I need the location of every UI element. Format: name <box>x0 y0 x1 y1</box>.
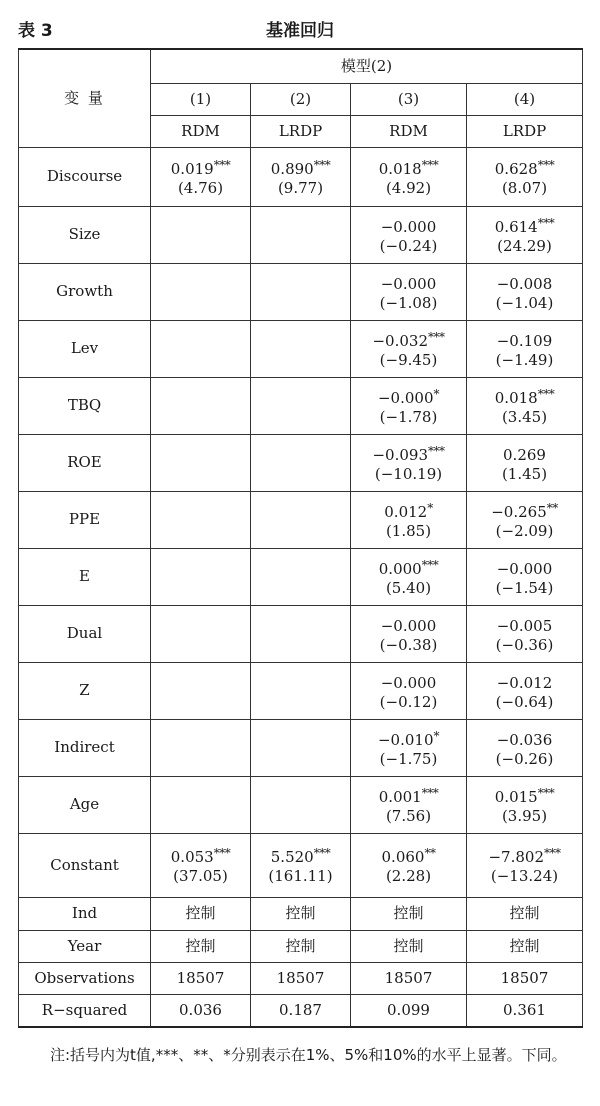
control-cell: 控制 <box>467 930 583 962</box>
coef-estimate <box>469 328 580 351</box>
coef-value: −0.000 <box>496 559 553 578</box>
t-statistic: (7.56) <box>385 806 432 825</box>
coef-cell <box>251 548 351 605</box>
t-statistic: (3.45) <box>501 407 548 426</box>
coef-cell <box>151 263 251 320</box>
dep-var-2: LRDP <box>251 115 351 147</box>
coef-estimate <box>469 442 580 465</box>
table-row <box>19 491 583 548</box>
coef-estimate <box>353 328 464 351</box>
coef-estimate <box>469 385 580 408</box>
coef-estimate <box>469 844 580 867</box>
coef-value: −0.265 <box>491 502 547 521</box>
t-statistic: (3.95) <box>501 806 548 825</box>
significance-stars: *** <box>537 386 555 401</box>
coef-cell <box>351 377 467 434</box>
table-row <box>19 434 583 491</box>
t-statistic: (−1.54) <box>495 578 554 597</box>
table-row <box>19 605 583 662</box>
column-number-2: (2) <box>251 83 351 115</box>
dep-var-4: LRDP <box>467 115 583 147</box>
coef-cell <box>151 776 251 833</box>
coef-cell <box>351 776 467 833</box>
coef-estimate <box>353 271 464 294</box>
coef-value: 0.269 <box>503 445 546 464</box>
t-statistic: (4.92) <box>385 178 432 197</box>
significance-stars: * <box>427 500 433 515</box>
coef-cell <box>151 548 251 605</box>
variable-name: Lev <box>19 320 151 377</box>
coef-value: −0.093 <box>372 445 428 464</box>
coef-cell <box>351 833 467 897</box>
t-statistic: (24.29) <box>497 236 552 255</box>
coef-value: 0.614 <box>494 217 538 236</box>
table-title: 基准回归 <box>266 21 334 41</box>
coef-cell <box>151 662 251 719</box>
variable-name: Discourse <box>19 147 151 206</box>
model-group-header: 模型(2) <box>151 49 583 83</box>
coef-cell <box>467 605 583 662</box>
coef-estimate <box>353 670 464 693</box>
coef-cell <box>251 320 351 377</box>
coef-value: 0.015 <box>494 787 538 806</box>
coef-value: 0.000 <box>378 559 422 578</box>
control-cell: 18507 <box>151 962 251 994</box>
coef-estimate <box>353 499 464 522</box>
table-header-bar <box>0 0 600 44</box>
coef-estimate <box>353 727 464 750</box>
coef-estimate <box>469 784 580 807</box>
control-row-label: Year <box>19 930 151 962</box>
t-statistic: (−1.08) <box>379 293 438 312</box>
coef-cell <box>251 377 351 434</box>
t-statistic: (−0.26) <box>495 749 554 768</box>
coef-value: 0.890 <box>270 159 314 178</box>
coef-cell <box>351 719 467 776</box>
table-row <box>19 320 583 377</box>
coef-value: 0.019 <box>170 159 214 178</box>
coef-estimate <box>469 556 580 579</box>
control-cell: 控制 <box>151 897 251 930</box>
coef-estimate <box>353 385 464 408</box>
significance-stars: * <box>433 728 439 743</box>
table-row <box>19 833 583 897</box>
table-row <box>19 776 583 833</box>
table-row <box>19 930 583 962</box>
coef-estimate <box>353 156 464 179</box>
variable-name: Age <box>19 776 151 833</box>
variable-name: E <box>19 548 151 605</box>
coef-estimate <box>253 844 348 867</box>
significance-stars: *** <box>537 157 555 172</box>
t-statistic: (−9.45) <box>379 350 438 369</box>
variable-name: ROE <box>19 434 151 491</box>
control-cell: 控制 <box>251 897 351 930</box>
table-row <box>19 662 583 719</box>
t-statistic: (−1.49) <box>495 350 554 369</box>
coef-cell <box>151 434 251 491</box>
coef-cell <box>467 206 583 263</box>
control-row-label: Observations <box>19 962 151 994</box>
coef-cell <box>351 662 467 719</box>
table-label: 表 3 <box>18 21 53 41</box>
coef-cell <box>351 548 467 605</box>
control-cell: 18507 <box>351 962 467 994</box>
coef-estimate <box>469 670 580 693</box>
coef-value: 0.018 <box>378 159 422 178</box>
t-statistic: (8.07) <box>501 178 548 197</box>
coef-cell <box>351 491 467 548</box>
dep-var-3: RDM <box>351 115 467 147</box>
t-statistic: (−0.24) <box>379 236 438 255</box>
control-cell: 0.361 <box>467 994 583 1027</box>
significance-stars: *** <box>421 785 439 800</box>
t-statistic: (5.40) <box>385 578 432 597</box>
column-number-4: (4) <box>467 83 583 115</box>
coef-estimate <box>253 156 348 179</box>
coef-value: −0.005 <box>496 616 553 635</box>
table-note: 注:括号内为t值,***、**、*分别表示在1%、5%和10%的水平上显著。下同。 <box>50 1046 567 1064</box>
coef-value: −0.036 <box>496 730 553 749</box>
coef-estimate <box>469 156 580 179</box>
t-statistic: (−1.75) <box>379 749 438 768</box>
coef-cell <box>251 206 351 263</box>
coef-value: 5.520 <box>270 848 314 866</box>
coef-value: −0.000 <box>380 274 437 293</box>
table-row <box>19 548 583 605</box>
control-row-label: R−squared <box>19 994 151 1027</box>
coef-cell <box>467 548 583 605</box>
significance-stars: *** <box>421 157 439 172</box>
coef-value: −0.012 <box>496 673 553 692</box>
control-cell: 控制 <box>351 930 467 962</box>
table-row <box>19 377 583 434</box>
table-row <box>19 994 583 1027</box>
coef-value: 0.628 <box>494 159 538 178</box>
coef-value: −7.802 <box>488 848 544 866</box>
dep-var-1: RDM <box>151 115 251 147</box>
coef-cell <box>467 434 583 491</box>
variable-name: Z <box>19 662 151 719</box>
significance-stars: *** <box>213 157 231 172</box>
coef-estimate <box>153 156 248 179</box>
t-statistic: (4.76) <box>177 178 224 197</box>
variable-name: PPE <box>19 491 151 548</box>
variable-name: Size <box>19 206 151 263</box>
coef-cell <box>151 605 251 662</box>
coef-cell <box>467 719 583 776</box>
coef-value: −0.008 <box>496 274 553 293</box>
control-cell: 18507 <box>467 962 583 994</box>
t-statistic: (−2.09) <box>495 521 554 540</box>
t-statistic: (−1.04) <box>495 293 554 312</box>
coef-cell <box>351 206 467 263</box>
coef-cell <box>351 434 467 491</box>
coef-value: −0.032 <box>372 331 428 350</box>
regression-table <box>18 48 583 1028</box>
control-cell: 0.187 <box>251 994 351 1027</box>
coef-cell <box>467 147 583 206</box>
significance-stars: *** <box>428 443 445 458</box>
t-statistic: (1.85) <box>385 521 432 540</box>
table-row <box>19 206 583 263</box>
coef-cell <box>151 206 251 263</box>
coef-estimate <box>469 214 580 237</box>
coef-value: 0.001 <box>378 787 422 806</box>
variable-name: Growth <box>19 263 151 320</box>
coef-value: −0.010 <box>377 730 434 749</box>
significance-stars: ** <box>546 500 558 515</box>
table-row <box>19 962 583 994</box>
significance-stars: *** <box>421 557 439 572</box>
coef-value: −0.000 <box>380 673 437 692</box>
t-statistic: (−0.64) <box>495 692 554 711</box>
t-statistic: (−1.78) <box>379 407 438 426</box>
control-cell: 0.036 <box>151 994 251 1027</box>
coef-estimate <box>353 214 464 237</box>
column-number-3: (3) <box>351 83 467 115</box>
coef-estimate <box>353 556 464 579</box>
variable-name: Dual <box>19 605 151 662</box>
t-statistic: (−10.19) <box>374 464 443 483</box>
significance-stars: *** <box>428 329 445 344</box>
t-statistic: (9.77) <box>277 178 324 197</box>
t-statistic: (37.05) <box>173 867 228 885</box>
coef-value: −0.109 <box>496 331 553 350</box>
table-row <box>19 263 583 320</box>
control-cell: 控制 <box>467 897 583 930</box>
coef-cell <box>351 263 467 320</box>
significance-stars: *** <box>544 846 561 860</box>
significance-stars: *** <box>213 846 231 860</box>
t-statistic: (−0.36) <box>495 635 554 654</box>
coef-cell <box>151 377 251 434</box>
control-cell: 0.099 <box>351 994 467 1027</box>
coef-cell <box>151 320 251 377</box>
coef-estimate <box>353 613 464 636</box>
coef-value: 0.018 <box>494 388 538 407</box>
coef-value: 0.053 <box>170 848 214 866</box>
coef-cell <box>151 833 251 897</box>
coef-cell <box>467 833 583 897</box>
significance-stars: *** <box>313 846 331 860</box>
column-number-1: (1) <box>151 83 251 115</box>
significance-stars: *** <box>537 785 555 800</box>
t-statistic: (−0.12) <box>379 692 438 711</box>
table-row <box>19 719 583 776</box>
control-cell: 18507 <box>251 962 351 994</box>
coef-cell <box>251 263 351 320</box>
coef-cell <box>151 147 251 206</box>
t-statistic: (−13.24) <box>490 867 559 885</box>
coef-cell <box>251 662 351 719</box>
coef-cell <box>351 147 467 206</box>
variable-name: TBQ <box>19 377 151 434</box>
header-row-model <box>19 49 583 83</box>
coef-value: 0.060 <box>381 848 425 866</box>
control-cell: 控制 <box>151 930 251 962</box>
coef-cell <box>151 491 251 548</box>
coef-cell <box>151 719 251 776</box>
coef-cell <box>251 776 351 833</box>
significance-stars: *** <box>537 215 555 230</box>
coef-value: −0.000 <box>380 616 437 635</box>
coef-estimate <box>469 727 580 750</box>
coef-cell <box>251 491 351 548</box>
coef-cell <box>251 434 351 491</box>
coef-estimate <box>353 784 464 807</box>
coef-cell <box>351 605 467 662</box>
coef-cell <box>251 833 351 897</box>
significance-stars: ** <box>424 846 436 860</box>
coef-estimate <box>469 271 580 294</box>
variable-header: 变 量 <box>19 49 151 147</box>
coef-cell <box>467 377 583 434</box>
t-statistic: (161.11) <box>268 867 333 885</box>
coef-estimate <box>153 844 248 867</box>
coef-cell <box>251 719 351 776</box>
coef-cell <box>467 776 583 833</box>
t-statistic: (2.28) <box>385 867 432 885</box>
coef-cell <box>251 147 351 206</box>
variable-name: Constant <box>19 833 151 897</box>
coef-value: 0.012 <box>384 502 428 521</box>
table-row <box>19 147 583 206</box>
coef-cell <box>467 491 583 548</box>
coef-estimate <box>353 844 464 867</box>
control-row-label: Ind <box>19 897 151 930</box>
table-row <box>19 897 583 930</box>
significance-stars: *** <box>313 157 331 172</box>
coef-estimate <box>469 613 580 636</box>
variable-name: Indirect <box>19 719 151 776</box>
coef-cell <box>467 662 583 719</box>
significance-stars: * <box>433 386 439 401</box>
coef-estimate <box>353 442 464 465</box>
t-statistic: (1.45) <box>501 464 548 483</box>
control-cell: 控制 <box>351 897 467 930</box>
coef-value: −0.000 <box>377 388 434 407</box>
t-statistic: (−0.38) <box>379 635 438 654</box>
coef-cell <box>467 320 583 377</box>
coef-cell <box>351 320 467 377</box>
coef-cell <box>467 263 583 320</box>
coef-estimate <box>469 499 580 522</box>
coef-cell <box>251 605 351 662</box>
control-cell: 控制 <box>251 930 351 962</box>
coef-value: −0.000 <box>380 217 437 236</box>
